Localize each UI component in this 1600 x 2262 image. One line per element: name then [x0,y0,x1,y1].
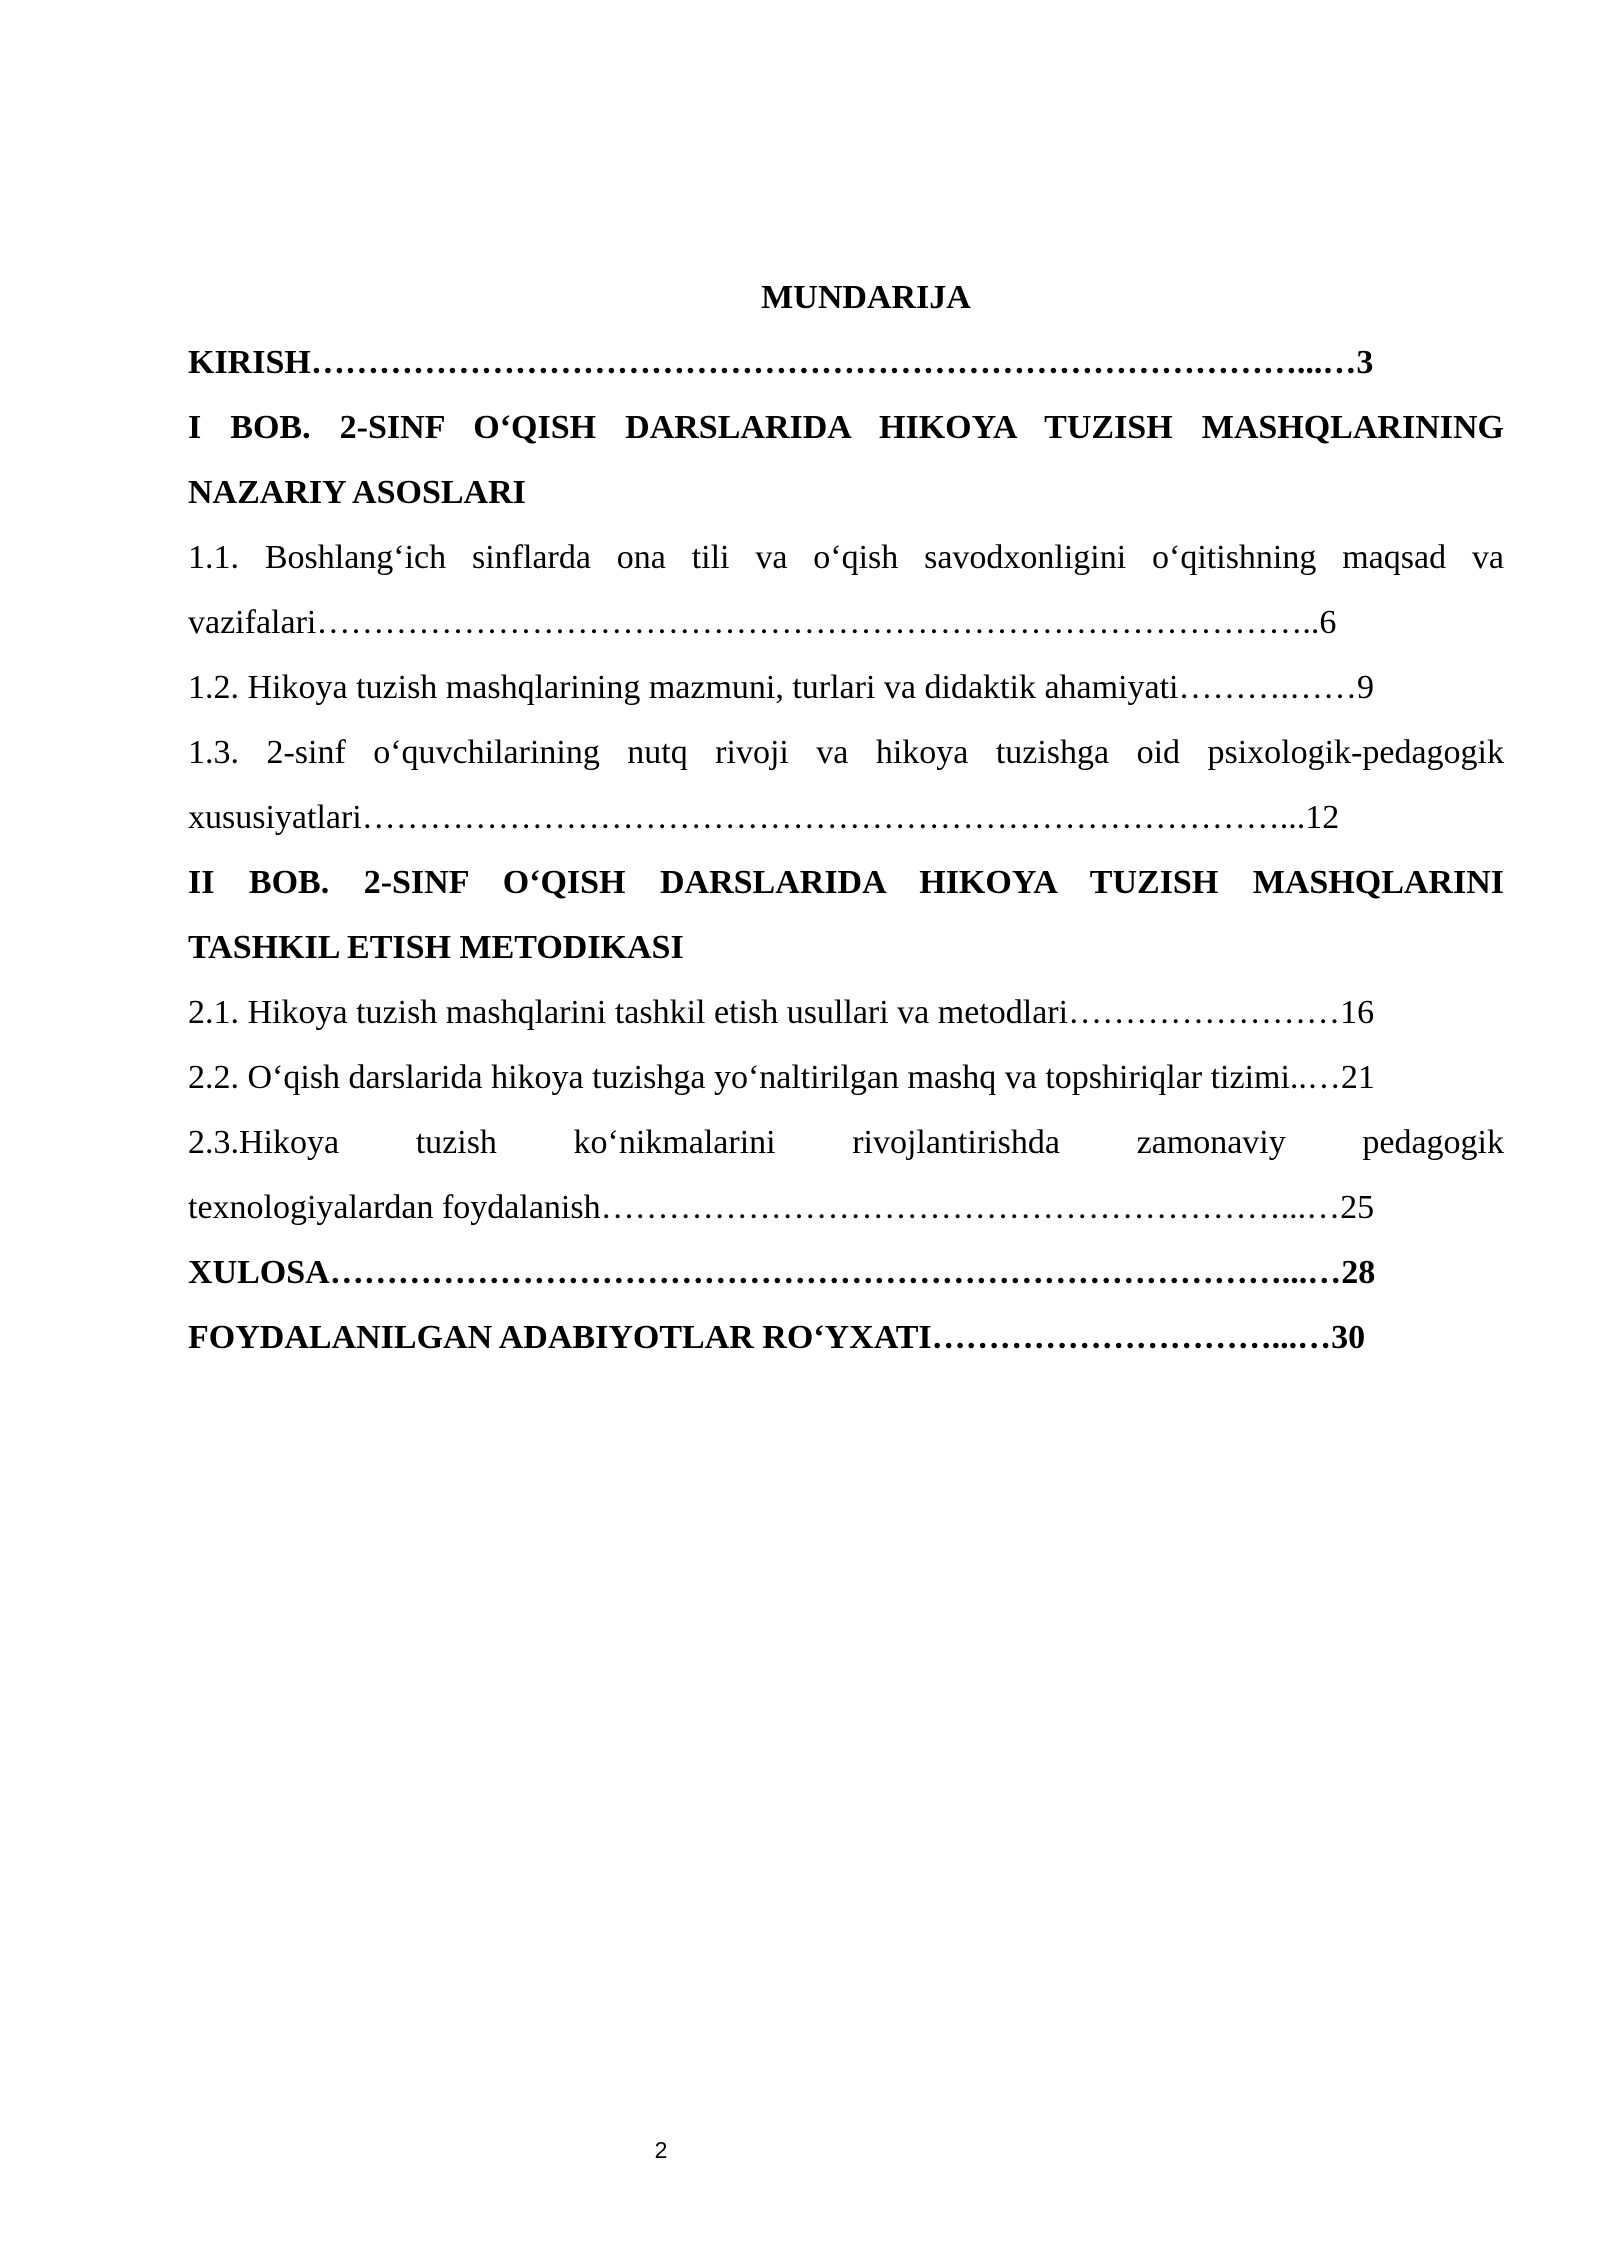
toc-chapter-1-heading-line-2: NAZARIY ASOSLARI [188,474,526,511]
toc-chapter-2-heading-line-2: TASHKIL ETISH METODIKASI [188,929,684,966]
table-of-contents [188,265,1504,1370]
toc-entry-xulosa: XULOSA…………………………………………………………………………...…28 [188,1254,1376,1291]
toc-section-2-1: 2.1. Hikoya tuzish mashqlarini tashkil etish usullari va metodlari……………………16 [188,994,1375,1031]
toc-section-1-1-line-2: vazifalari……………………………………………………………………………..6 [188,604,1337,641]
toc-section-2-3-line-2: texnologiyalardan foydalanish……………………………………………………...…25 [188,1189,1375,1226]
toc-section-2-3-line-1: 2.3.Hikoya tuzish ko‘nikmalarini rivojlantirishda zamonaviy pedagogik [188,1124,1504,1161]
toc-chapter-1-heading-line-1: I BOB. 2-SINF O‘QISH DARSLARIDA HIKOYA TUZISH MASHQLARINING [188,409,1504,446]
toc-section-2-2: 2.2. O‘qish darslarida hikoya tuzishga yo‘naltirilgan mashq va topshiriqlar tizimi..…21 [188,1059,1375,1096]
page-title: MUNDARIJA [761,279,971,316]
toc-section-1-2: 1.2. Hikoya tuzish mashqlarining mazmuni, turlari va didaktik ahamiyati……….……9 [188,669,1374,706]
toc-section-1-3-line-2: xususiyatlari………………………………………………………………………...12 [188,799,1340,836]
toc-entry-references: FOYDALANILGAN ADABIYOTLAR RO‘YXATI…………………………...…30 [188,1319,1366,1356]
toc-chapter-2-heading-line-1: II BOB. 2-SINF O‘QISH DARSLARIDA HIKOYA TUZISH MASHQLARINI [188,864,1504,901]
page-number: 2 [654,2137,668,2163]
toc-entry-kirish: KIRISH……………………………………………………………………………...…3 [188,344,1374,381]
toc-section-1-1-line-1: 1.1. Boshlang‘ich sinflarda ona tili va o‘qish savodxonligini o‘qitishning maqsad va [188,539,1504,576]
toc-section-1-3-line-1: 1.3. 2-sinf o‘quvchilarining nutq rivoji va hikoya tuzishga oid psixologik-pedagogik [188,734,1504,771]
